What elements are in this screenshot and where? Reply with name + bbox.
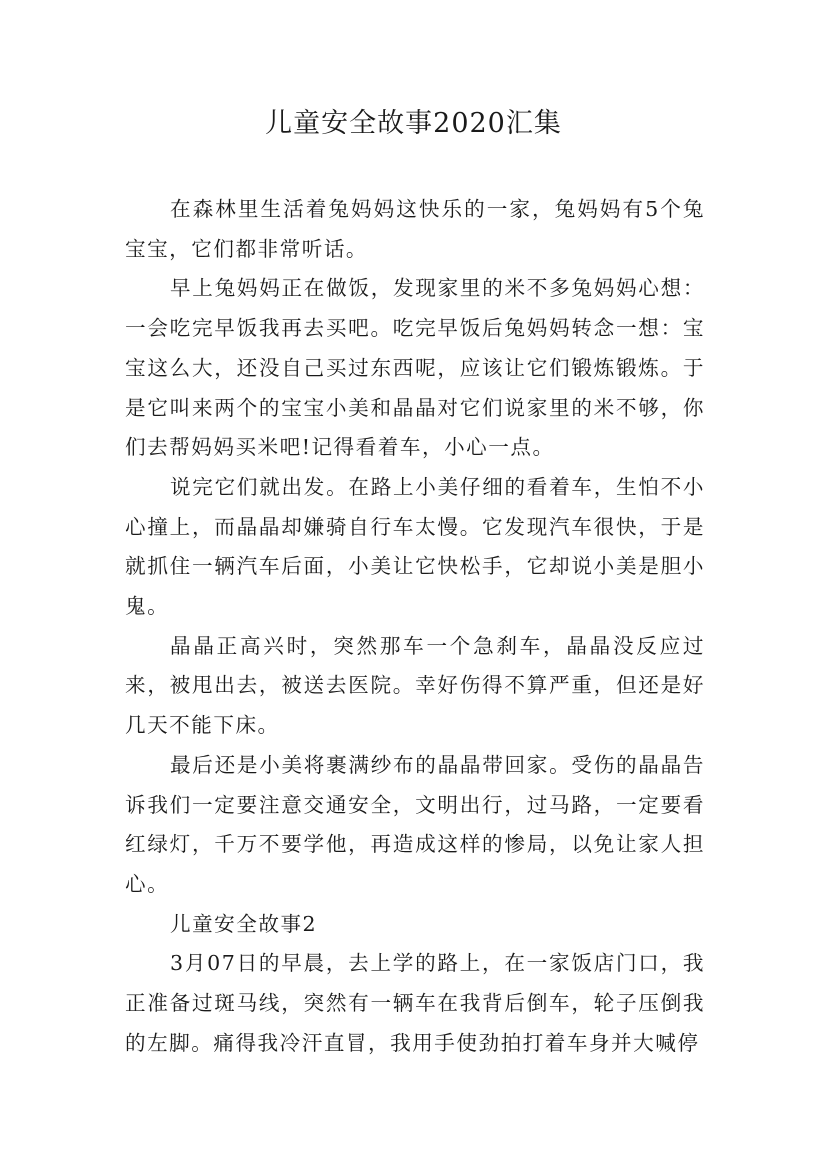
- paragraph: 晶晶正高兴时，突然那车一个急刹车，晶晶没反应过来，被甩出去，被送去医院。幸好伤得不算严重，但还是好几天不能下床。: [125, 633, 705, 738]
- paragraph: 早上兔妈妈正在做饭，发现家里的米不多兔妈妈心想：一会吃完早饭我再去买吧。吃完早饭后兔妈妈转念一想：宝宝这么大，还没自己买过东西呢，应该让它们锻炼锻炼。于是它叫来两个的宝宝小美和晶晶对它们说家里的米不够，你们去帮妈妈买米吧!记得看着车，小心一点。: [125, 276, 705, 460]
- document-title: 儿童安全故事2020汇集: [265, 108, 562, 139]
- section-heading: 儿童安全故事2: [170, 911, 318, 936]
- document-body: [125, 190, 705, 1063]
- paragraph: 在森林里生活着兔妈妈这快乐的一家，兔妈妈有5个兔宝宝，它们都非常听话。: [125, 197, 705, 261]
- paragraph: 最后还是小美将裹满纱布的晶晶带回家。受伤的晶晶告诉我们一定要注意交通安全，文明出行，过马路，一定要看红绿灯，千万不要学他，再造成这样的惨局，以免让家人担心。: [125, 752, 705, 896]
- paragraph: 说完它们就出发。在路上小美仔细的看着车，生怕不小心撞上，而晶晶却嫌骑自行车太慢。它发现汽车很快，于是就抓住一辆汽车后面，小美让它快松手，它却说小美是胆小鬼。: [125, 474, 705, 619]
- paragraph: 3月07日的早晨，去上学的路上，在一家饭店门口，我正准备过斑马线，突然有一辆车在我背后倒车，轮子压倒我的左脚。痛得我冷汗直冒，我用手使劲拍打着车身并大喊停: [125, 951, 705, 1055]
